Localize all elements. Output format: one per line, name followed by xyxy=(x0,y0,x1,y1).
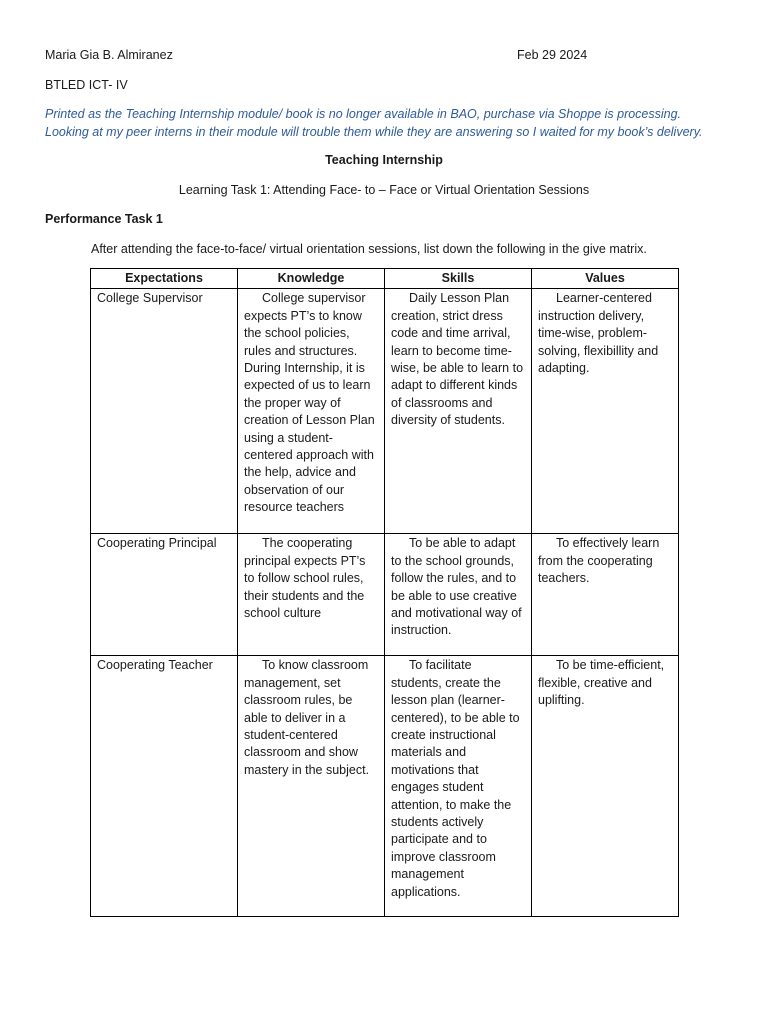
printing-note-line-2: Looking at my peer interns in their module will trouble them while they are answering so I waited for my book’s delivery. xyxy=(45,125,703,139)
document-title: Teaching Internship xyxy=(325,153,443,167)
header-expectations: Expectations xyxy=(91,269,238,289)
header-values: Values xyxy=(532,269,679,289)
knowledge-cell: College supervisor expects PT’s to know the school policies, rules and structures. During Internship, it is expected of us to learn the proper way of creation of Lesson Plan using a student-centered approach with the help, advice and observation of our resource teachers xyxy=(238,289,385,534)
table-row xyxy=(91,289,679,534)
expectation-cell: Cooperating Teacher xyxy=(91,656,238,917)
skills-cell: To facilitate students, create the lesson plan (learner-centered), to be able to create instructional materials and motivations that engages student attention, to make the students actively participate and to improve classroom management applications. xyxy=(385,656,532,917)
header-knowledge: Knowledge xyxy=(238,269,385,289)
course-label: BTLED ICT- IV xyxy=(45,78,128,92)
values-cell: To effectively learn from the cooperating teachers. xyxy=(532,534,679,656)
expectations-matrix xyxy=(90,268,679,917)
knowledge-cell: The cooperating principal expects PT’s to follow school rules, their students and the school culture xyxy=(238,534,385,656)
table-row xyxy=(91,656,679,917)
header-skills: Skills xyxy=(385,269,532,289)
knowledge-cell: To know classroom management, set classroom rules, be able to deliver in a student-centered classroom and show mastery in the subject. xyxy=(238,656,385,917)
printing-note xyxy=(45,105,745,141)
printing-note-line-1: Printed as the Teaching Internship module/ book is no longer available in BAO, purchase via Shoppe is processing. xyxy=(45,107,682,121)
expectation-cell: College Supervisor xyxy=(91,289,238,534)
skills-cell: Daily Lesson Plan creation, strict dress code and time arrival, learn to become time-wise, be able to learn to adapt to different kinds of classrooms and diversity of students. xyxy=(385,289,532,534)
learning-task-subtitle: Learning Task 1: Attending Face- to – Face or Virtual Orientation Sessions xyxy=(178,183,590,197)
expectation-cell: Cooperating Principal xyxy=(91,534,238,656)
skills-cell: To be able to adapt to the school grounds, follow the rules, and to be able to use creative and motivational way of instruction. xyxy=(385,534,532,656)
values-cell: Learner-centered instruction delivery, time-wise, problem-solving, flexibillity and adapting. xyxy=(532,289,679,534)
performance-task-heading: Performance Task 1 xyxy=(45,212,163,226)
student-name: Maria Gia B. Almiranez xyxy=(45,48,173,62)
values-cell: To be time-efficient, flexible, creative and uplifting. xyxy=(532,656,679,917)
document-date: Feb 29 2024 xyxy=(517,48,588,62)
table-row xyxy=(91,534,679,656)
matrix-header-row xyxy=(91,269,679,289)
instruction-text: After attending the face-to-face/ virtual orientation sessions, list down the following in the give matrix. xyxy=(91,242,647,256)
